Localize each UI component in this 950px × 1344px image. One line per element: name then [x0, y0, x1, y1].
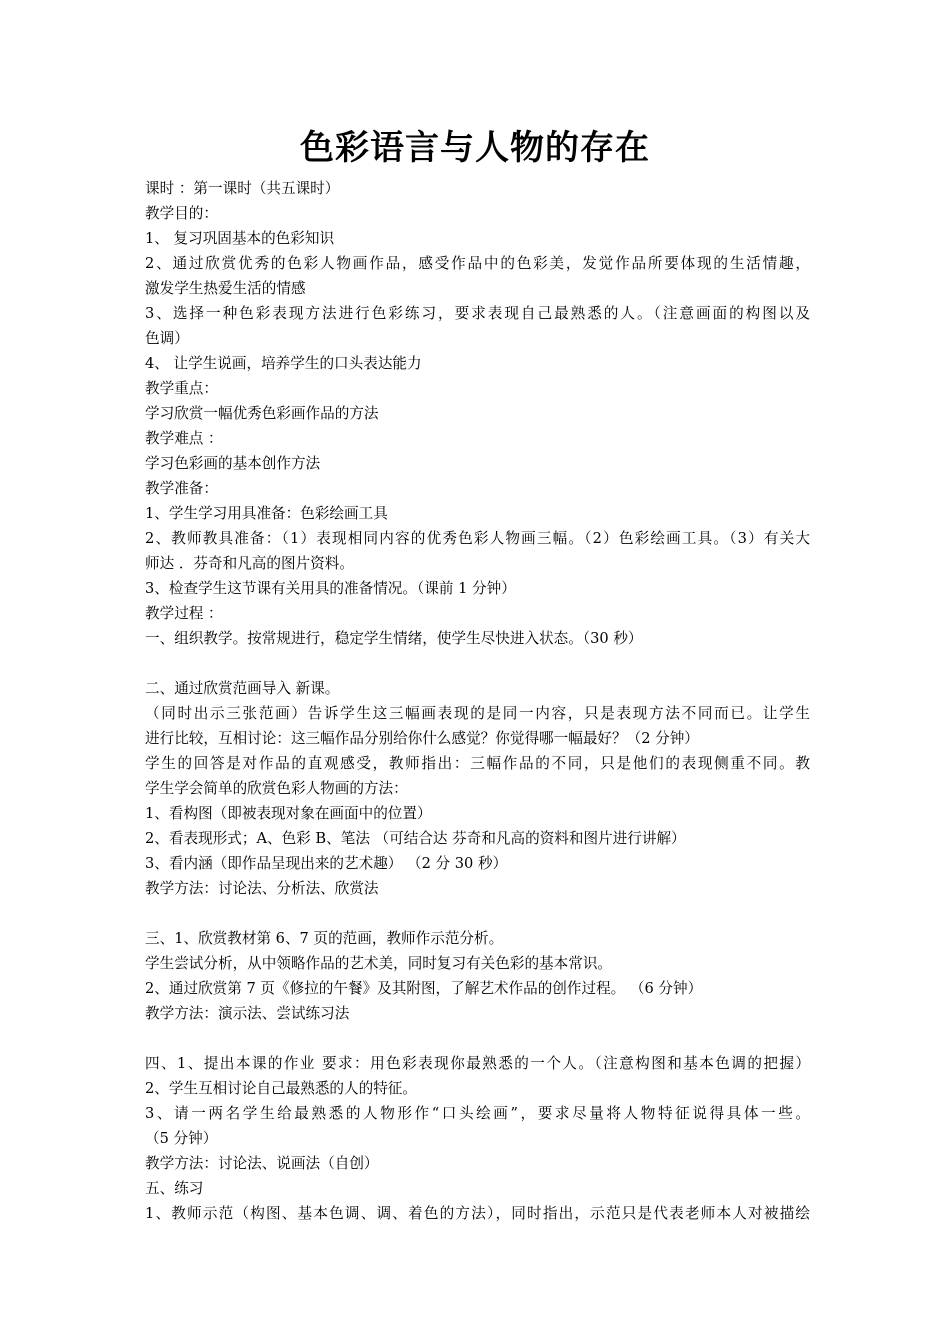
text-line: 一、组织教学。按常规进行，稳定学生情绪，使学生尽快进入状态。（30 秒） — [145, 630, 643, 647]
blank-line — [145, 651, 810, 676]
text-line: 教学过程 ： — [145, 605, 223, 622]
text-line: 五、练习 — [145, 1180, 204, 1197]
text-line: （同时出示三张范画）告诉学生这三幅画表现的是同一内容，只是表现方法不同而已。让学生 — [145, 705, 810, 722]
text-line: 课时 ：第一课时（共五课时） — [145, 180, 340, 197]
text-line: 3、看内涵（即作品呈现出来的艺术趣） （2 分 30 秒） — [145, 855, 508, 872]
text-line: 3、选择一种色彩表现方法进行色彩练习，要求表现自己最熟悉的人。（注意画面的构图以及 — [145, 305, 810, 322]
text-line: 2、通过欣赏优秀的色彩人物画作品，感受作品中的色彩美，发觉作品所要体现的生活情趣， — [145, 255, 810, 272]
text-line: 1、教师示范（构图、基本色调、调、着色的方法），同时指出，示范只是代表老师本人对被描绘 — [145, 1205, 810, 1222]
blank-line — [145, 901, 810, 926]
text-line: 师达 ．芬奇和凡高的图片资料。 — [145, 555, 354, 572]
text-line: 教学目的： — [145, 205, 218, 222]
text-line: （5 分钟） — [145, 1130, 218, 1147]
text-line: 1、学生学习用具准备：色彩绘画工具 — [145, 505, 388, 522]
text-line: 学生尝试分析，从中领略作品的艺术美，同时复习有关色彩的基本常识。 — [145, 955, 613, 972]
text-line: 激发学生热爱生活的情感 — [145, 280, 306, 297]
text-line: 色调） — [145, 330, 189, 347]
text-line: 2、学生互相讨论自己最熟悉的人的特征。 — [145, 1080, 417, 1097]
text-line: 进行比较，互相讨论：这三幅作品分别给你什么感觉？你觉得哪一幅最好？（2 分钟） — [145, 730, 699, 747]
text-line: 3、检查学生这节课有关用具的准备情况。（课前 1 分钟） — [145, 580, 516, 597]
text-line: 教学方法：讨论法、分析法、欣赏法 — [145, 880, 379, 897]
text-line: 三、1、欣赏教材第 6、7 页的范画，教师作示范分析。 — [145, 930, 504, 947]
document-title: 色彩语言与人物的存在 — [300, 128, 650, 168]
text-line: 学生的回答是对作品的直观感受，教师指出：三幅作品的不同，只是他们的表现侧重不同。教 — [145, 755, 810, 772]
text-line: 3、请一两名学生给最熟悉的人物形作“口头绘画”，要求尽量将人物特征说得具体一些。 — [145, 1105, 810, 1122]
text-line: 教学方法：讨论法、说画法（自创） — [145, 1155, 379, 1172]
text-line: 学习欣赏一幅优秀色彩画作品的方法 — [145, 405, 379, 422]
text-line: 教学方法：演示法、尝试练习法 — [145, 1005, 350, 1022]
text-line: 二、通过欣赏范画导入 新课。 — [145, 680, 340, 697]
text-line: 2、看表现形式；A、色彩 B、笔法 （可结合达 芬奇和凡高的资料和图片进行讲解） — [145, 830, 686, 847]
document-body — [145, 176, 810, 1226]
text-line: 教学难点 ： — [145, 430, 223, 447]
text-line: 教学准备： — [145, 480, 218, 497]
text-line: 1、看构图（即被表现对象在画面中的位置） — [145, 805, 432, 822]
text-line: 2、通过欣赏第 7 页《修拉的午餐》及其附图，了解艺术作品的创作过程。 （6 分钟） — [145, 980, 703, 997]
text-line: 学生学会简单的欣赏色彩人物画的方法： — [145, 780, 408, 797]
text-line: 教学重点： — [145, 380, 218, 397]
text-line: 1、 复习巩固基本的色彩知识 — [145, 230, 335, 247]
text-line: 四、1、提出本课的作业 要求：用色彩表现你最熟悉的一个人。（注意构图和基本色调的把握） — [145, 1055, 810, 1072]
text-line: 学习色彩画的基本创作方法 — [145, 455, 321, 472]
text-line: 4、 让学生说画，培养学生的口头表达能力 — [145, 355, 422, 372]
text-line: 2、教师教具准备：（1）表现相同内容的优秀色彩人物画三幅。（2）色彩绘画工具。（3）有关大 — [145, 530, 810, 547]
blank-line — [145, 1026, 810, 1051]
